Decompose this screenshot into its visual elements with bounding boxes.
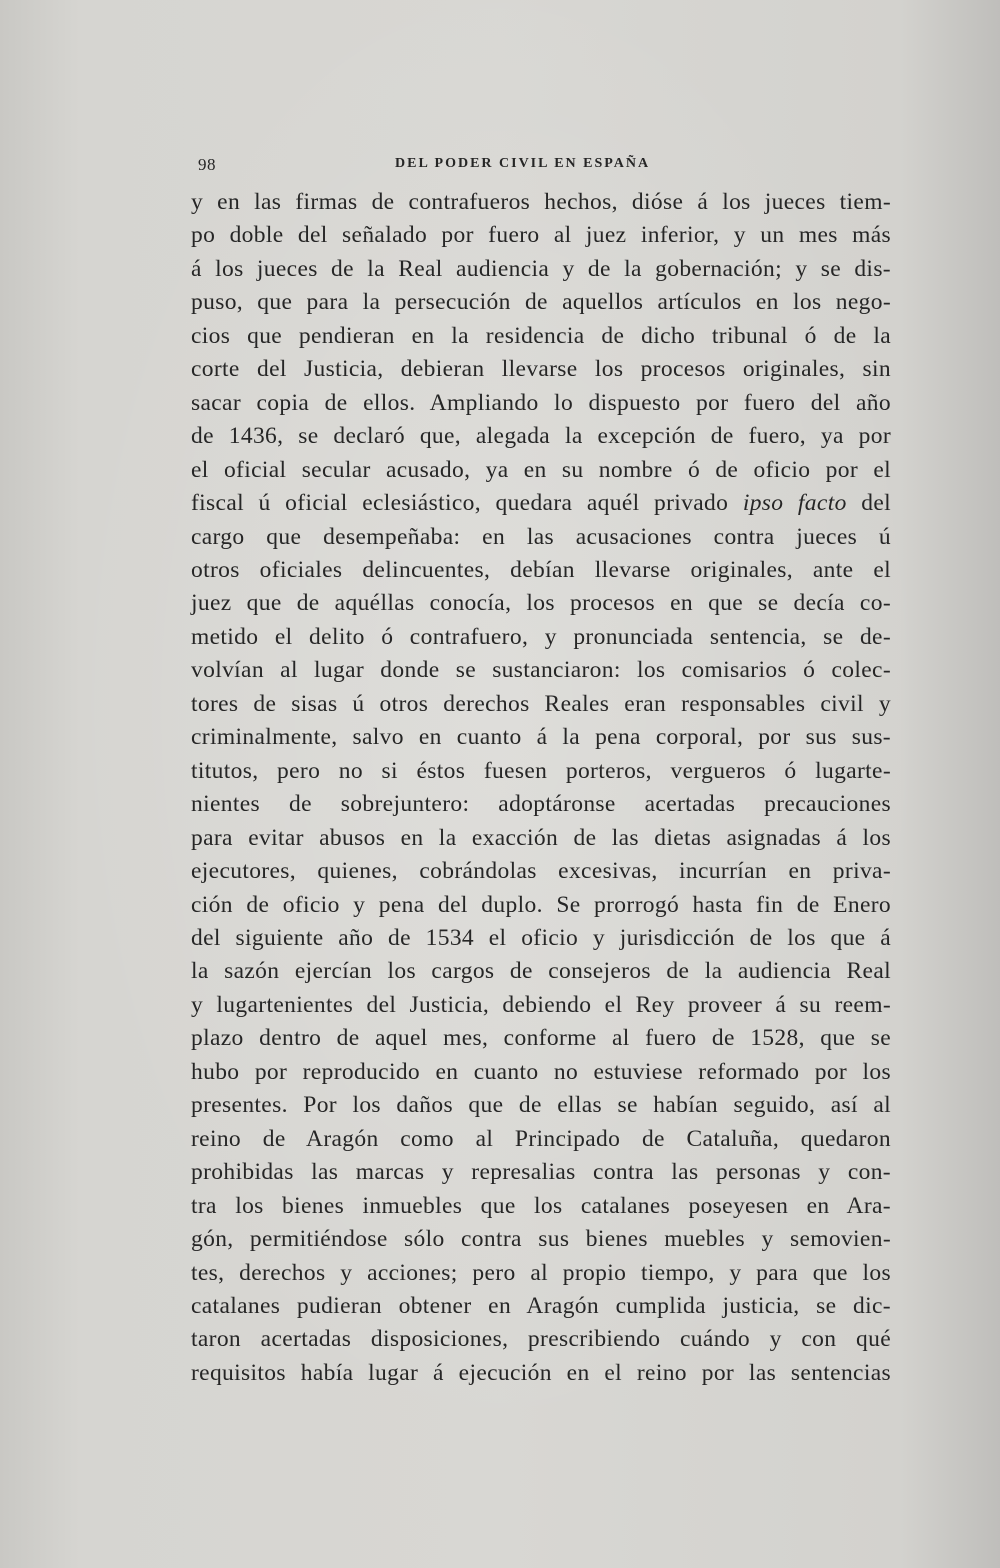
text-line: el oficial secular acusado, ya en su nombre ó de oficio por el <box>191 456 891 483</box>
text-line <box>191 487 891 520</box>
text-line: cargo que desempeñaba: en las acusaciones contra jueces ú <box>191 523 891 550</box>
body-text <box>191 186 891 1390</box>
text-line: plazo dentro de aquel mes, conforme al fuero de 1528, que se <box>191 1025 891 1052</box>
text-line: presentes. Por los daños que de ellas se habían seguido, así al <box>191 1092 891 1119</box>
text-line: metido el delito ó contrafuero, y pronunciada sentencia, se de- <box>191 623 891 650</box>
text-line: titutos, pero no si éstos fuesen porteros, vergueros ó lugarte- <box>191 757 891 784</box>
text-line: á los jueces de la Real audiencia y de la gobernación; y se dis- <box>191 255 891 282</box>
text-line: la sazón ejercían los cargos de consejeros de la audiencia Real <box>191 958 891 985</box>
text-line: de 1436, se declaró que, alegada la excepción de fuero, ya por <box>191 423 891 450</box>
text-run: del <box>846 490 891 517</box>
text-line: del siguiente año de 1534 el oficio y jurisdicción de los que á <box>191 924 891 951</box>
text-line: para evitar abusos en la exacción de las dietas asignadas á los <box>191 824 891 851</box>
text-line: sacar copia de ellos. Ampliando lo dispuesto por fuero del año <box>191 389 891 416</box>
text-line: catalanes pudieran obtener en Aragón cumplida justicia, se dic- <box>191 1292 891 1319</box>
text-line: cios que pendieran en la residencia de dicho tribunal ó de la <box>191 322 891 349</box>
text-line: gón, permitiéndose sólo contra sus bienes muebles y semovien- <box>191 1226 891 1253</box>
text-line: taron acertadas disposiciones, prescribiendo cuándo y con qué <box>191 1326 891 1353</box>
running-title: DEL PODER CIVIL EN ESPAÑA <box>395 156 651 171</box>
running-head <box>198 155 888 179</box>
text-line: tes, derechos y acciones; pero al propio tiempo, y para que los <box>191 1259 891 1286</box>
text-line: ción de oficio y pena del duplo. Se prorrogó hasta fin de Enero <box>191 891 891 918</box>
text-line: otros oficiales delincuentes, debían llevarse originales, ante el <box>191 556 891 583</box>
text-line: tra los bienes inmuebles que los catalanes poseyesen en Ara- <box>191 1192 891 1219</box>
text-line: prohibidas las marcas y represalias contra las personas y con- <box>191 1159 891 1186</box>
text-line: nientes de sobrejuntero: adoptáronse acertadas precauciones <box>191 791 891 818</box>
text-line: criminalmente, salvo en cuanto á la pena corporal, por sus sus- <box>191 724 891 751</box>
text-line: requisitos había lugar á ejecución en el reino por las sentencias <box>191 1359 891 1386</box>
text-line: corte del Justicia, debieran llevarse los procesos originales, sin <box>191 356 891 383</box>
text-line: tores de sisas ú otros derechos Reales eran responsables civil y <box>191 690 891 717</box>
page-number: 98 <box>198 155 216 174</box>
italic-text-run: ipso facto <box>742 490 847 517</box>
text-line: puso, que para la persecución de aquellos artículos en los nego- <box>191 289 891 316</box>
text-line: volvían al lugar donde se sustanciaron: los comisarios ó colec- <box>191 657 891 684</box>
text-line: hubo por reproducido en cuanto no estuviese reformado por los <box>191 1058 891 1085</box>
text-line: juez que de aquéllas conocía, los procesos en que se decía co- <box>191 590 891 617</box>
text-line: po doble del señalado por fuero al juez inferior, y un mes más <box>191 222 891 249</box>
text-line: y en las firmas de contrafueros hechos, dióse á los jueces tiem- <box>191 189 891 215</box>
text-line: ejecutores, quienes, cobrándolas excesivas, incurrían en priva- <box>191 858 891 885</box>
text-line: y lugartenientes del Justicia, debiendo el Rey proveer á su reem- <box>191 991 891 1018</box>
text-run: fiscal ú oficial eclesiástico, quedara aquél privado <box>191 490 743 517</box>
text-line: reino de Aragón como al Principado de Cataluña, quedaron <box>191 1125 891 1152</box>
